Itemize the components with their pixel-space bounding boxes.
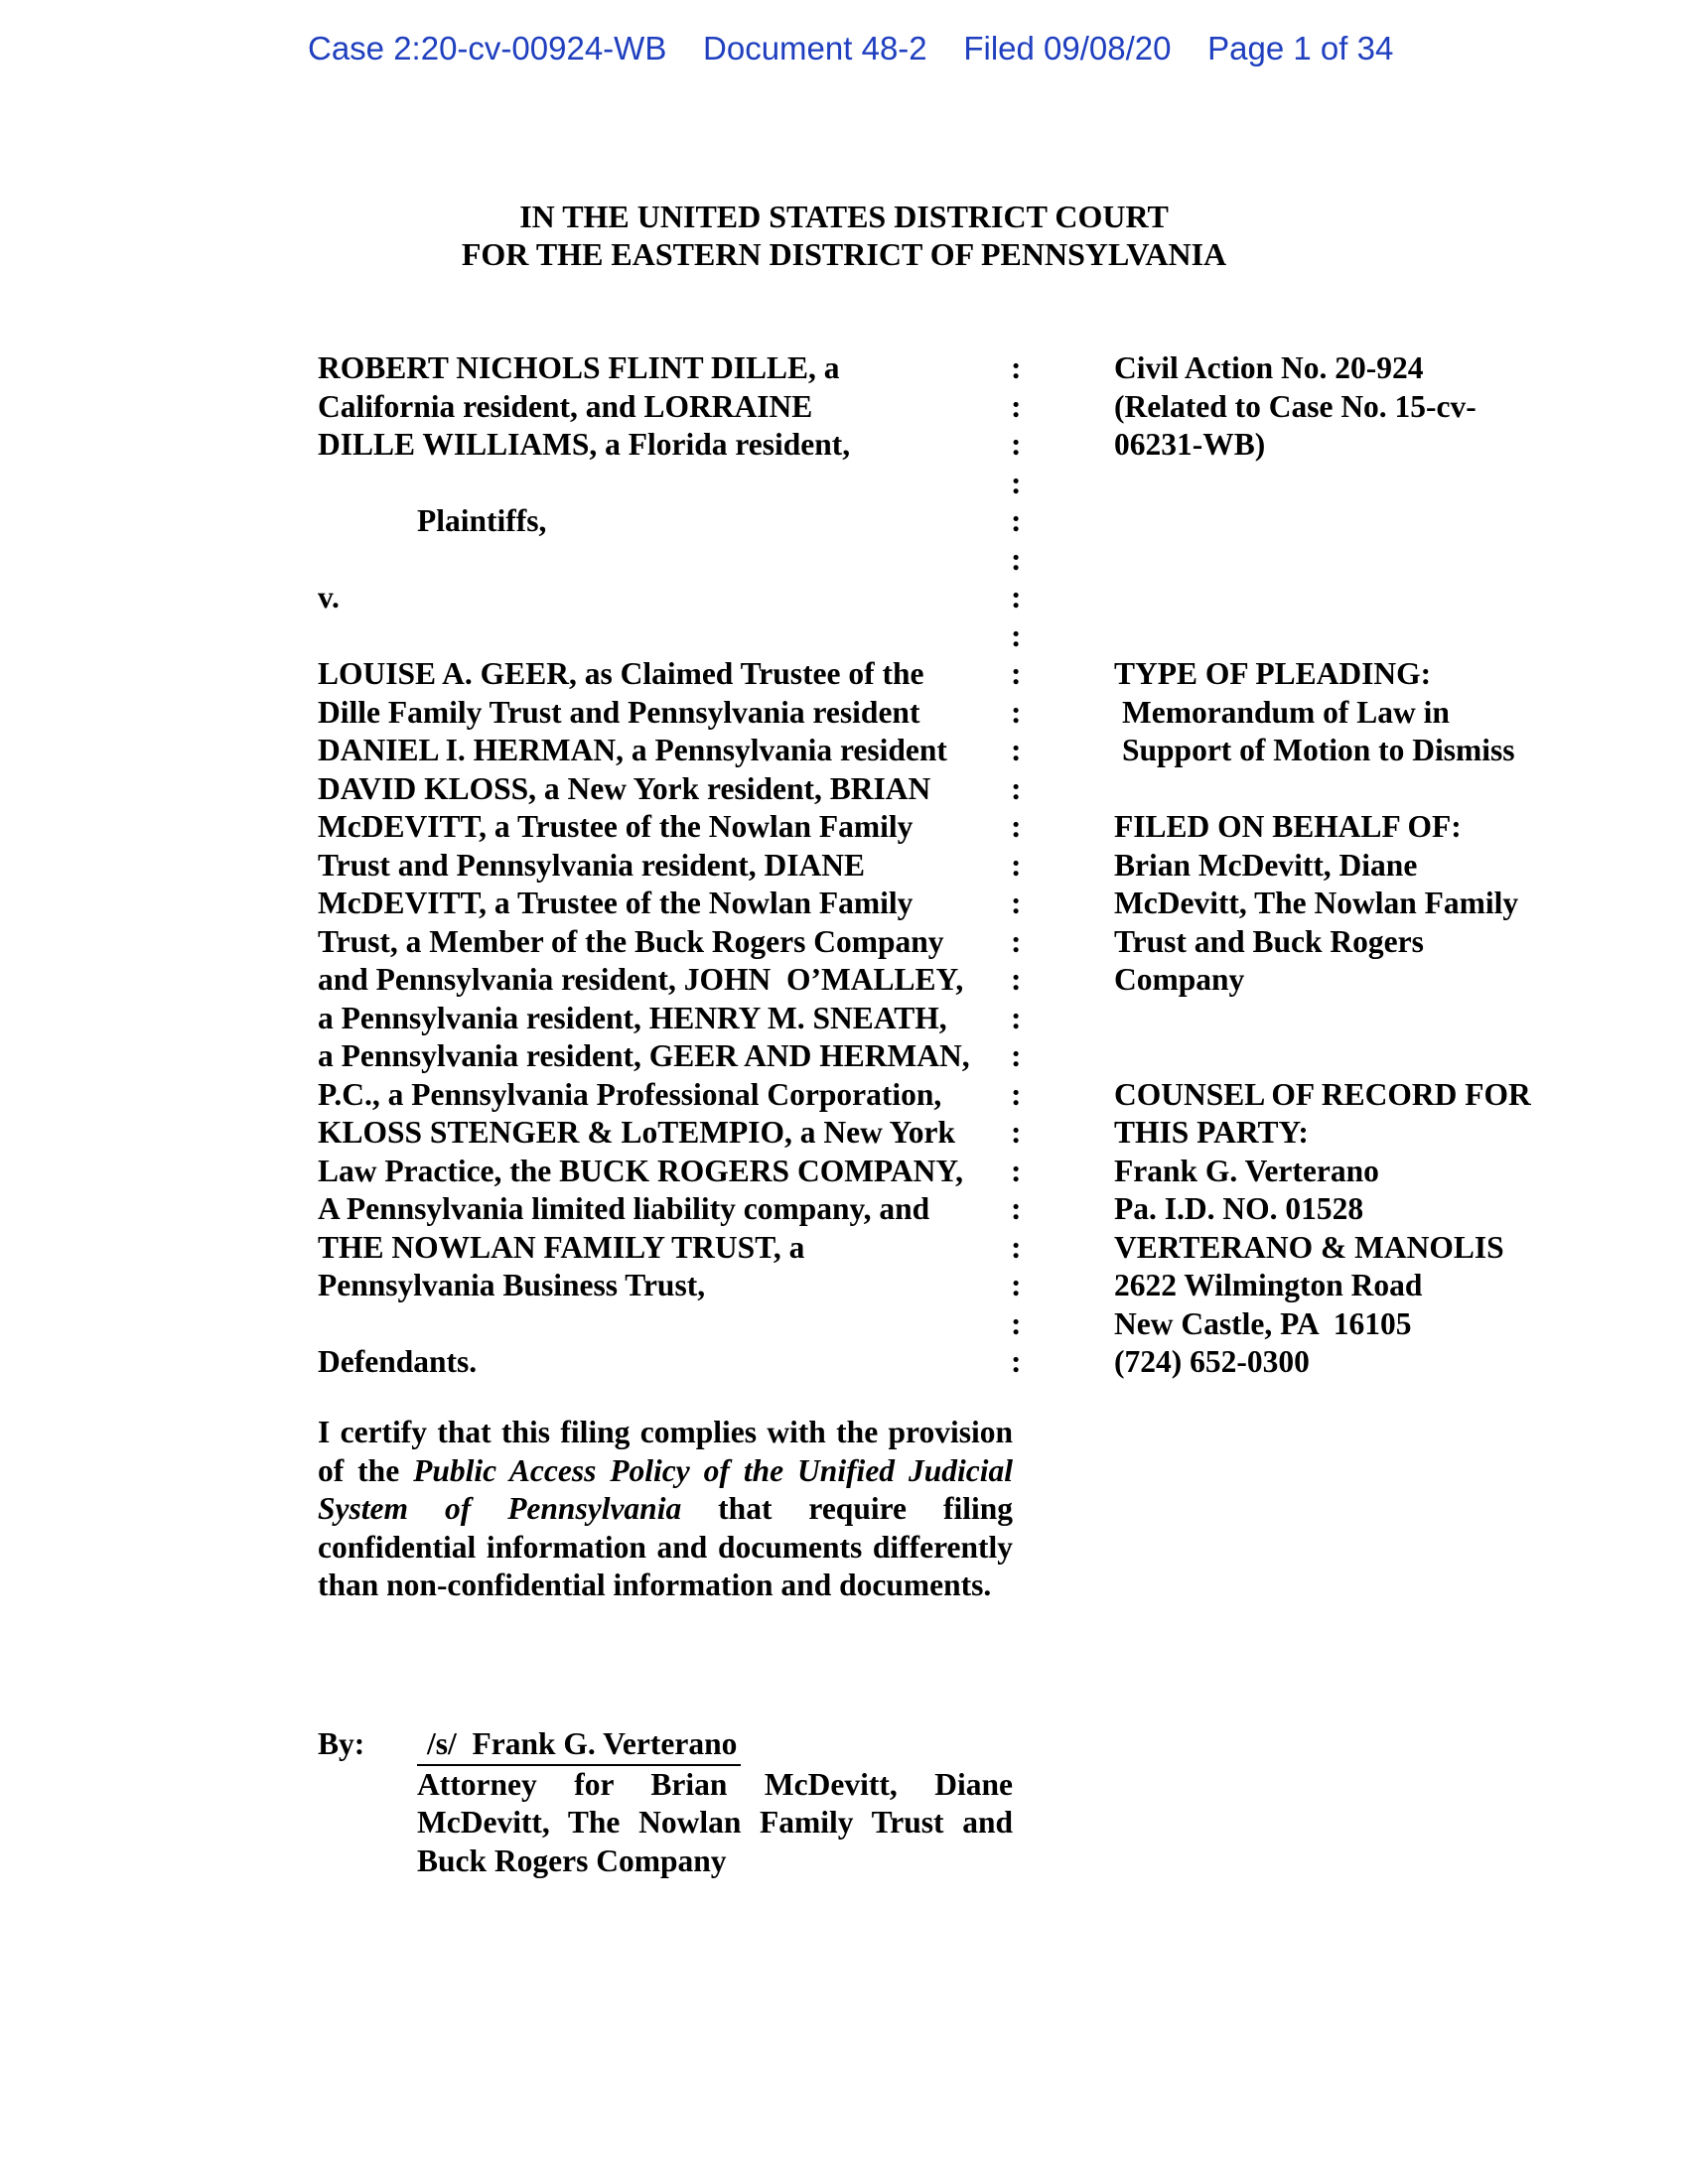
pleading-type-heading: TYPE OF PLEADING: bbox=[1114, 656, 1432, 691]
pleading-type-line: Memorandum of Law in bbox=[1122, 694, 1450, 730]
caption-colon: : bbox=[1011, 1229, 1022, 1265]
public-access-policy-title: Public Access Policy of the Unified Judicial System of Pennsylvania bbox=[318, 1452, 1013, 1526]
certification-text-after: that require filing confidential information and documents differently than non-confidential information and documents. bbox=[318, 1491, 1013, 1602]
versus-label: v. bbox=[318, 580, 340, 614]
ecf-document-number: Document 48-2 bbox=[703, 30, 927, 67]
defendant-line: McDEVITT, a Trustee of the Nowlan Family bbox=[318, 886, 914, 920]
certification-text-before: I certify that this filing complies with the provision of the bbox=[318, 1415, 1013, 1488]
caption-colon: : bbox=[1011, 1305, 1022, 1341]
attorney-description: Attorney for Brian McDevitt, Diane McDevitt, The Nowlan Family Trust and Buck Rogers Company bbox=[417, 1766, 1013, 1878]
counsel-line: Pa. I.D. NO. 01528 bbox=[1114, 1191, 1364, 1226]
caption-colon: : bbox=[1011, 427, 1022, 462]
certification-paragraph bbox=[318, 1414, 1013, 1605]
plaintiff-line: DILLE WILLIAMS, a Florida resident, bbox=[318, 427, 851, 462]
spacer bbox=[1114, 465, 1670, 503]
caption-colon: : bbox=[1011, 1076, 1022, 1112]
ecf-page-number: Page 1 of 34 bbox=[1207, 30, 1394, 67]
spacer bbox=[318, 1305, 1013, 1344]
counsel-line: 2622 Wilmington Road bbox=[1114, 1268, 1423, 1302]
defendant-line: LOUISE A. GEER, as Claimed Trustee of the bbox=[318, 656, 924, 691]
caption-colon: : bbox=[1011, 1344, 1022, 1379]
caption-colon: : bbox=[1011, 1000, 1022, 1035]
spacer bbox=[318, 617, 1013, 656]
signature-block bbox=[417, 1725, 1013, 1880]
counsel-line: VERTERANO & MANOLIS bbox=[1114, 1229, 1504, 1265]
caption-colon: : bbox=[1011, 962, 1022, 997]
caption-colon: : bbox=[1011, 465, 1022, 500]
defendant-line: McDEVITT, a Trustee of the Nowlan Family bbox=[318, 809, 914, 844]
filed-on-behalf-line: Trust and Buck Rogers bbox=[1114, 923, 1424, 959]
defendant-line: DANIEL I. HERMAN, a Pennsylvania resident bbox=[318, 733, 947, 767]
defendant-line: Law Practice, the BUCK ROGERS COMPANY, bbox=[318, 1153, 964, 1188]
court-title-line-1: IN THE UNITED STATES DISTRICT COURT bbox=[519, 199, 1169, 234]
ecf-filed-date: Filed 09/08/20 bbox=[963, 30, 1172, 67]
spacer bbox=[318, 541, 1013, 580]
defendant-line: A Pennsylvania limited liability company, and bbox=[318, 1191, 930, 1226]
counsel-line: Frank G. Verterano bbox=[1114, 1153, 1379, 1188]
spacer bbox=[1114, 770, 1670, 809]
caption-colon: : bbox=[1011, 1115, 1022, 1150]
caption-colon: : bbox=[1011, 694, 1022, 730]
related-case-line: 06231-WB) bbox=[1114, 427, 1266, 462]
defendant-line: Trust and Pennsylvania resident, DIANE bbox=[318, 847, 866, 883]
spacer bbox=[1114, 502, 1670, 541]
civil-action-number: Civil Action No. 20-924 bbox=[1114, 350, 1424, 385]
case-info-block bbox=[1114, 349, 1670, 1382]
caption-colon: : bbox=[1011, 886, 1022, 920]
counsel-heading-line: THIS PARTY: bbox=[1114, 1115, 1309, 1150]
spacer bbox=[1114, 541, 1670, 580]
ecf-header bbox=[308, 30, 1393, 68]
caption-colon: : bbox=[1011, 503, 1022, 538]
caption-parties bbox=[318, 349, 1013, 1382]
spacer bbox=[1114, 617, 1670, 656]
spacer bbox=[1114, 579, 1670, 617]
caption-colon: : bbox=[1011, 388, 1022, 424]
defendant-line: DAVID KLOSS, a New York resident, BRIAN bbox=[318, 770, 931, 806]
caption-colon: : bbox=[1011, 770, 1022, 806]
caption-colon: : bbox=[1011, 1268, 1022, 1302]
defendants-label: Defendants. bbox=[318, 1344, 478, 1379]
caption-colon: : bbox=[1011, 580, 1022, 614]
related-case-line: (Related to Case No. 15-cv- bbox=[1114, 388, 1477, 424]
court-title-line-2: FOR THE EASTERN DISTRICT OF PENNSYLVANIA bbox=[461, 236, 1227, 272]
caption-colon: : bbox=[1011, 617, 1022, 653]
defendant-line: a Pennsylvania resident, GEER AND HERMAN, bbox=[318, 1038, 970, 1073]
caption-colon: : bbox=[1011, 809, 1022, 844]
pleading-type-line: Support of Motion to Dismiss bbox=[1122, 733, 1515, 767]
caption-colon: : bbox=[1011, 1038, 1022, 1073]
counsel-heading-line: COUNSEL OF RECORD FOR bbox=[1114, 1076, 1531, 1112]
caption-separator-column bbox=[1011, 349, 1031, 1382]
caption-colon: : bbox=[1011, 923, 1022, 959]
plaintiff-line: California resident, and LORRAINE bbox=[318, 388, 813, 424]
defendant-line: Trust, a Member of the Buck Rogers Company bbox=[318, 923, 944, 959]
caption-colon: : bbox=[1011, 350, 1022, 385]
spacer bbox=[1114, 1000, 1670, 1038]
caption-colon: : bbox=[1011, 733, 1022, 767]
caption-colon: : bbox=[1011, 656, 1022, 691]
defendant-line: a Pennsylvania resident, HENRY M. SNEATH, bbox=[318, 1000, 947, 1035]
counsel-line: (724) 652-0300 bbox=[1114, 1344, 1310, 1379]
caption-colon: : bbox=[1011, 1153, 1022, 1188]
filed-on-behalf-heading: FILED ON BEHALF OF: bbox=[1114, 809, 1462, 844]
ecf-case-number: Case 2:20-cv-00924-WB bbox=[308, 30, 667, 67]
electronic-signature: /s/ Frank G. Verterano bbox=[417, 1725, 741, 1766]
defendant-line: and Pennsylvania resident, JOHN O’MALLEY, bbox=[318, 962, 964, 997]
defendant-line: Dille Family Trust and Pennsylvania resident bbox=[318, 694, 920, 730]
filed-on-behalf-line: McDevitt, The Nowlan Family bbox=[1114, 886, 1519, 920]
caption-colon: : bbox=[1011, 1191, 1022, 1226]
filed-on-behalf-line: Brian McDevitt, Diane bbox=[1114, 847, 1418, 883]
plaintiff-line: ROBERT NICHOLS FLINT DILLE, a bbox=[318, 350, 840, 385]
by-label: By: bbox=[318, 1726, 365, 1761]
defendant-line: P.C., a Pennsylvania Professional Corporation, bbox=[318, 1076, 942, 1112]
filed-on-behalf-line: Company bbox=[1114, 962, 1245, 997]
defendant-line: Pennsylvania Business Trust, bbox=[318, 1268, 706, 1302]
caption-colon: : bbox=[1011, 847, 1022, 883]
defendant-line: KLOSS STENGER & LoTEMPIO, a New York bbox=[318, 1115, 956, 1150]
spacer bbox=[318, 465, 1013, 503]
caption-colon: : bbox=[1011, 541, 1022, 577]
defendant-line: THE NOWLAN FAMILY TRUST, a bbox=[318, 1229, 805, 1265]
spacer bbox=[1114, 1037, 1670, 1076]
counsel-line: New Castle, PA 16105 bbox=[1114, 1305, 1412, 1341]
plaintiffs-label: Plaintiffs, bbox=[417, 503, 547, 538]
